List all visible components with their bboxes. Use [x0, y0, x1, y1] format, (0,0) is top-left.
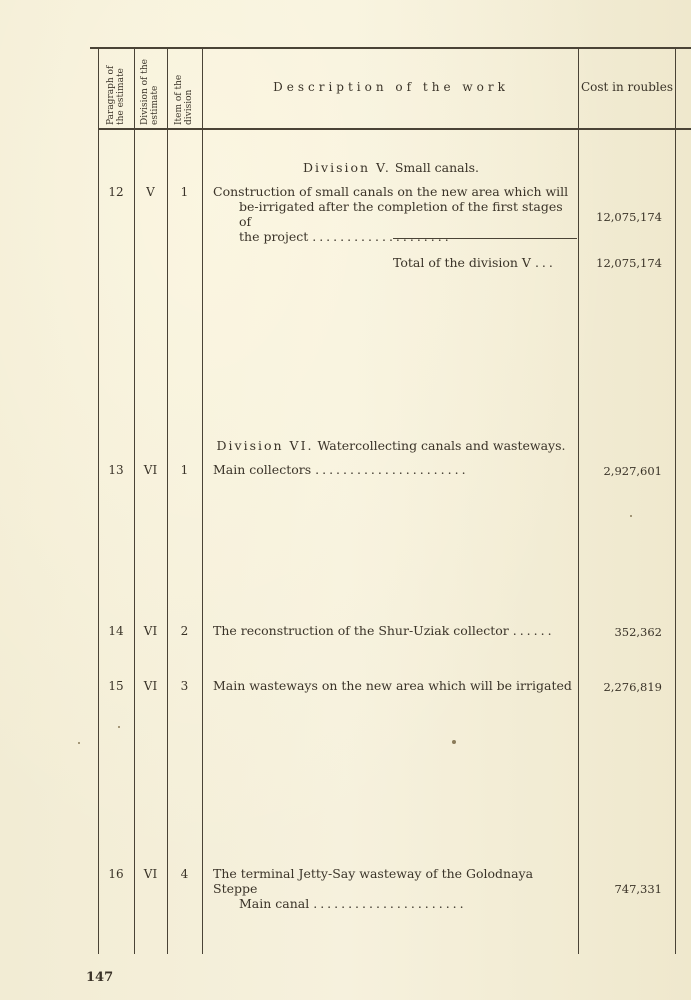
row-14-cost: 352,362 — [614, 625, 662, 639]
row-14-item: 2 — [180, 624, 189, 638]
header-paragraph: Paragraph of the estimate — [106, 65, 126, 125]
row-16-item: 4 — [180, 867, 189, 881]
paper-speck — [452, 740, 456, 744]
row-13-cost: 2,927,601 — [603, 464, 662, 478]
header-description: Description of the work — [273, 80, 509, 94]
row-12-cost: 12,075,174 — [596, 210, 662, 224]
row-12-paragraph: 12 — [108, 185, 124, 199]
row-16-division: VI — [143, 867, 158, 881]
header-item: Item of the division — [174, 74, 194, 125]
row-14-paragraph: 14 — [108, 624, 124, 638]
table-top-rule — [90, 47, 691, 49]
total-division-v-label: Total of the division V ... — [393, 255, 556, 270]
row-12-division: V — [146, 185, 155, 199]
page-number: 147 — [86, 970, 114, 985]
row-13-description: Main collectors ...................... — [213, 462, 469, 477]
row-13-item: 1 — [180, 463, 189, 477]
paper-speck — [118, 726, 120, 728]
row-13-division: VI — [143, 463, 158, 477]
row-14-division: VI — [143, 624, 158, 638]
row-15-cost: 2,276,819 — [603, 680, 662, 694]
total-division-v-cost: 12,075,174 — [596, 256, 662, 270]
division-v-title: Division V. Small canals. — [302, 160, 480, 175]
row-16-paragraph: 16 — [108, 867, 124, 881]
paper-speck — [78, 742, 80, 744]
row-15-item: 3 — [180, 679, 189, 693]
row-15-division: VI — [143, 679, 158, 693]
row-16-description: The terminal Jetty-Say wasteway of the Golodnaya Steppe Main canal ...................... — [213, 866, 534, 911]
row-15-description: Main wasteways on the new area which will be irrigated — [213, 678, 572, 693]
header-bottom-rule — [98, 128, 691, 130]
col-border-3 — [202, 49, 203, 954]
col-border-4 — [578, 49, 579, 954]
row-12-description: Construction of small canals on the new area which will be-irrigated after the completion of the first stages of the project .................... — [213, 184, 569, 244]
row-12-item: 1 — [180, 185, 189, 199]
row-15-paragraph: 15 — [108, 679, 124, 693]
paper-speck — [630, 515, 632, 517]
row-14-description: The reconstruction of the Shur-Uziak collector ...... — [213, 623, 555, 638]
division-vi-title: Division VI. Watercollecting canals and wasteways. — [216, 438, 566, 453]
header-cost: Cost in roubles — [580, 80, 674, 94]
header-division: Division of the estimate — [140, 59, 160, 125]
row-16-cost: 747,331 — [614, 882, 662, 896]
col-border-right — [675, 49, 676, 954]
row-13-paragraph: 13 — [108, 463, 124, 477]
